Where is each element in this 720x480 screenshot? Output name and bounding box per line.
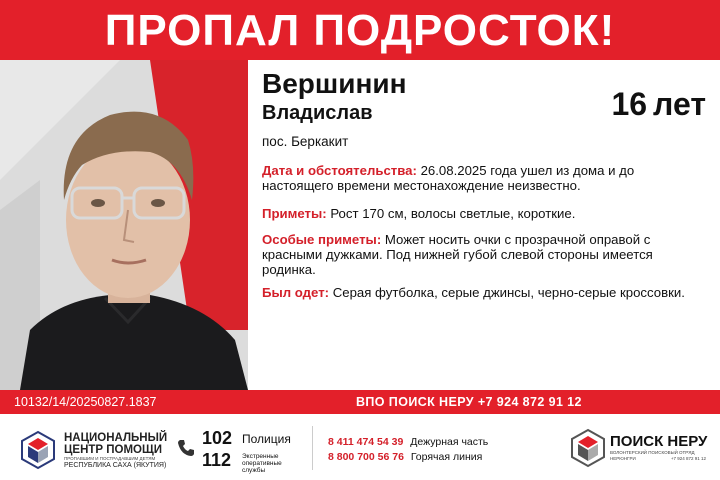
ncp-line1: НАЦИОНАЛЬНЫЙ — [64, 432, 168, 444]
ncp-line4: РЕСПУБЛИКА САХА (ЯКУТИЯ) — [64, 462, 167, 469]
poisk-neru-subtitle: ВОЛОНТЕРСКИЙ ПОИСКОВЫЙ ОТРЯД — [610, 450, 695, 455]
ncp-logo-icon — [18, 430, 58, 470]
special-signs-label: Особые приметы: — [262, 232, 382, 247]
poisk-neru-city: НЕРЮНГРИ — [610, 456, 636, 461]
ncp-name — [64, 432, 167, 470]
emergency-numbers — [202, 428, 291, 476]
special-signs-paragraph — [262, 232, 702, 277]
poisk-neru-text — [610, 434, 707, 462]
hotlines — [328, 436, 488, 466]
signs-label: Приметы: — [262, 206, 327, 221]
hotline-number: 8 411 474 54 39 — [328, 436, 404, 448]
person-name: Владислав — [262, 102, 373, 124]
poisk-neru-phone: +7 924 872 91 12 — [670, 456, 706, 461]
person-photo — [0, 60, 248, 390]
circumstances-label: Дата и обстоятельства: — [262, 163, 417, 178]
clothes-label: Был одет: — [262, 285, 330, 300]
police-label: Полиция — [242, 432, 291, 446]
special-signs-text: Может носить очки с прозрачной оправой с красными дужками. Под нижней губой слевой стороны имеется родинка. — [262, 232, 653, 277]
age-number: 16 — [611, 86, 648, 122]
emergency-number: 112 — [202, 450, 232, 470]
poisk-neru-title: ПОИСК НЕРУ — [610, 433, 708, 450]
signs-text: Рост 170 см, волосы светлые, короткие. — [330, 206, 576, 221]
hotline-number: 8 800 700 56 76 — [328, 451, 404, 463]
emergency-label: Экстренные оперативные службы — [242, 453, 282, 474]
clothes-text: Серая футболка, серые джинсы, черно-серые кроссовки. — [332, 285, 685, 300]
hotline-label: Дежурная часть — [410, 436, 489, 448]
search-team-contact: ВПО ПОИСК НЕРУ +7 924 872 91 12 — [356, 395, 582, 409]
hotline-label: Горячая линия — [410, 451, 483, 463]
hotline-row — [328, 436, 488, 451]
ncp-line3: ПРОПАВШИМ И ПОСТРАДАВШИМ ДЕТЯМ — [64, 456, 156, 461]
person-village: пос. Беркакит — [262, 134, 349, 149]
phone-icon — [176, 438, 196, 458]
footer — [0, 414, 720, 480]
signs-paragraph — [262, 206, 702, 221]
hotline-row — [328, 451, 488, 466]
photo-image — [0, 60, 248, 390]
info-panel — [248, 60, 720, 390]
footer-divider — [312, 426, 313, 470]
circumstances-paragraph — [262, 163, 702, 193]
poisk-neru-logo-icon — [568, 428, 608, 468]
case-id: 10132/14/20250827.1837 — [14, 395, 157, 409]
police-number: 102 — [202, 428, 233, 448]
age-unit: лет — [653, 86, 706, 122]
poster-title: ПРОПАЛ ПОДРОСТОК! — [104, 6, 616, 55]
poster-header — [0, 0, 720, 60]
clothes-paragraph — [262, 285, 702, 300]
circumstances-text: 26.08.2025 года ушел из дома и до настоящего времени местонахождение неизвестно. — [262, 163, 635, 193]
person-surname: Вершинин — [262, 68, 407, 99]
ncp-line2: ЦЕНТР ПОМОЩИ — [64, 444, 162, 456]
person-age — [611, 86, 706, 123]
contact-strip — [0, 390, 720, 414]
